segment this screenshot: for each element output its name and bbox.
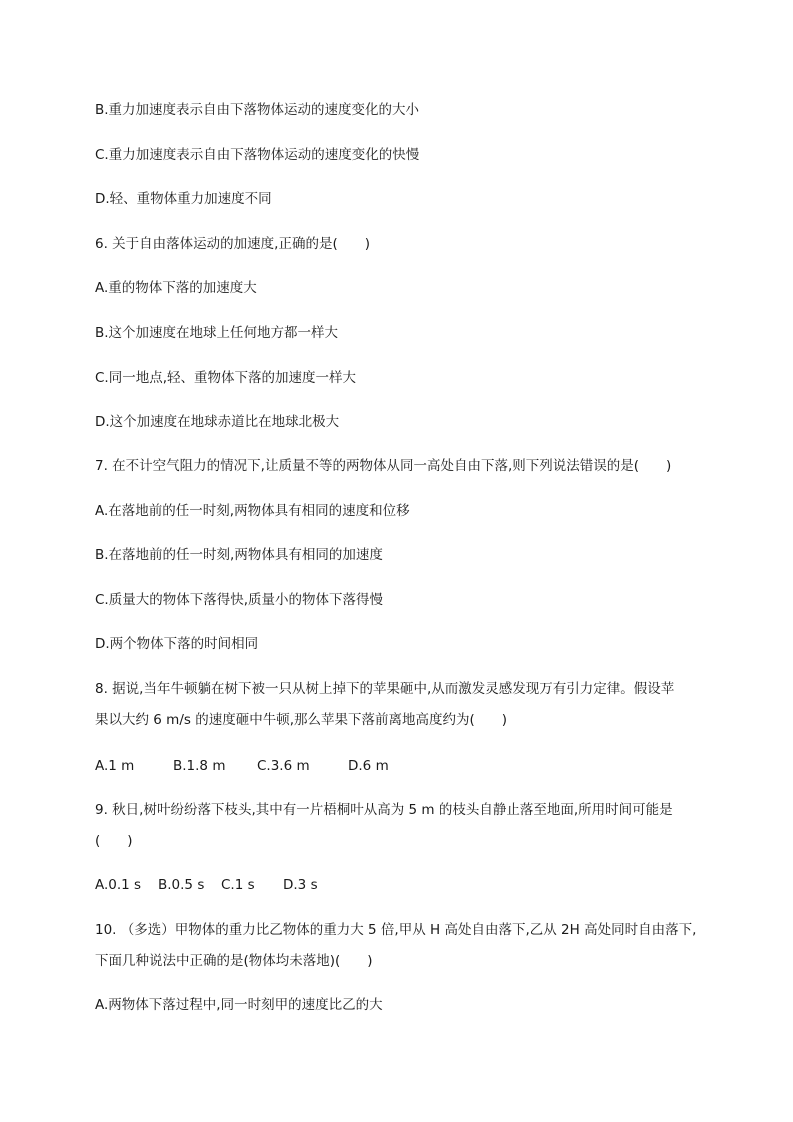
q6-stem: 6. 关于自由落体运动的加速度,正确的是( ) xyxy=(95,236,370,252)
q7-stem: 7. 在不计空气阻力的情况下,让质量不等的两物体从同一高处自由下落,则下列说法错误的是( ) xyxy=(95,458,672,474)
q5-option-d: D.轻、重物体重力加速度不同 xyxy=(95,191,272,207)
q9-option-d: D.3 s xyxy=(283,877,318,893)
q9-stem-line1: 9. 秋日,树叶纷纷落下枝头,其中有一片梧桐叶从高为 5 m 的枝头自静止落至地面,所用时间可能是 xyxy=(95,802,673,818)
q5-option-b: B.重力加速度表示自由下落物体运动的速度变化的大小 xyxy=(95,102,420,118)
q10-stem-line2: 下面几种说法中正确的是(物体均未落地)( ) xyxy=(95,953,373,969)
q7-option-c: C.质量大的物体下落得快,质量小的物体下落得慢 xyxy=(95,592,384,608)
q9-options xyxy=(95,875,318,895)
q10-stem-line1: 10. （多选）甲物体的重力比乙物体的重力大 5 倍,甲从 H 高处自由落下,乙从 2H 高处同时自由落下, xyxy=(95,922,697,938)
q8-option-d: D.6 m xyxy=(348,758,389,774)
q7-option-d: D.两个物体下落的时间相同 xyxy=(95,636,259,652)
q9-stem-line2: ( ) xyxy=(95,833,133,849)
q9-option-c: C.1 s xyxy=(221,877,255,893)
q8-stem-line2: 果以大约 6 m/s 的速度砸中牛顿,那么苹果下落前离地高度约为( ) xyxy=(95,712,508,728)
q9-option-b: B.0.5 s xyxy=(158,877,205,893)
q6-option-c: C.同一地点,轻、重物体下落的加速度一样大 xyxy=(95,370,357,386)
q7-option-b: B.在落地前的任一时刻,两物体具有相同的加速度 xyxy=(95,547,383,563)
q8-option-c: C.3.6 m xyxy=(257,758,310,774)
q8-option-a: A.1 m xyxy=(95,758,135,774)
q6-option-a: A.重的物体下落的加速度大 xyxy=(95,280,257,296)
q8-option-b: B.1.8 m xyxy=(173,758,226,774)
q5-option-c: C.重力加速度表示自由下落物体运动的速度变化的快慢 xyxy=(95,147,420,163)
q6-option-b: B.这个加速度在地球上任何地方都一样大 xyxy=(95,325,339,341)
q8-stem-line1: 8. 据说,当年牛顿躺在树下被一只从树上掉下的苹果砸中,从而激发灵感发现万有引力定律。假设苹 xyxy=(95,681,675,697)
q8-options xyxy=(95,756,389,776)
q10-option-a: A.两物体下落过程中,同一时刻甲的速度比乙的大 xyxy=(95,997,383,1013)
q9-option-a: A.0.1 s xyxy=(95,877,142,893)
q6-option-d: D.这个加速度在地球赤道比在地球北极大 xyxy=(95,414,340,430)
q7-option-a: A.在落地前的任一时刻,两物体具有相同的速度和位移 xyxy=(95,503,410,519)
